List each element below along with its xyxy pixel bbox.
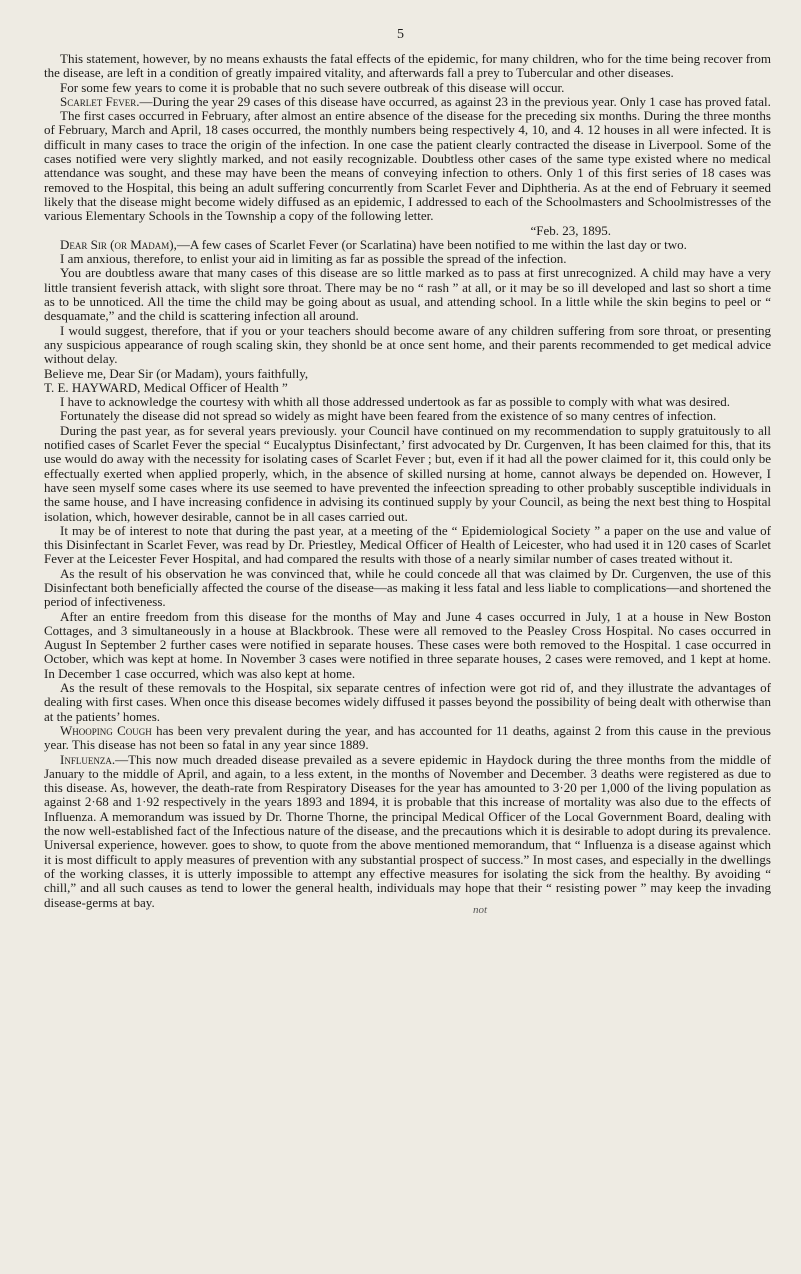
paragraph-not-spread: Fortunately the disease did not spread so widely as might have been feared from the existence of so many centres of infection. bbox=[60, 408, 717, 424]
paragraph-epidemic-effects: This statement, however, by no means exhausts the fatal effects of the epidemic, for many children, who for the time being recover from the disease, are left in a condition of greatly impaired vitality, and afterwards fall a prey to Tubercular and other diseases. bbox=[44, 51, 771, 81]
scarlet-fever-heading: Scarlet Fever. bbox=[60, 93, 140, 109]
paragraph-observation-result: As the result of his observation he was convinced that, while he could concede all that was claimed by Dr. Curgenven, the use of this Disinfectant both beneficially affected the course of the disease—as making it less fatal and less liable to complications—and shortened the period of infectiveness. bbox=[44, 565, 771, 610]
paragraph-scarlet-fever-intro bbox=[44, 95, 771, 109]
whooping-cough-text: has been very prevalent during the year, and has accounted for 11 deaths, against 2 from this cause in the previous year. This disease has not been so fatal in any year since 1889. bbox=[44, 722, 771, 753]
letter-opening bbox=[44, 238, 771, 252]
paragraph-future-outbreak: For some few years to come it is probable that no such severe outbreak of this disease will occur. bbox=[60, 79, 565, 95]
paragraph-epidemiological-society: It may be of interest to note that during the past year, at a meeting of the “ Epidemiological Society ” a paper on the use and value of this Disinfectant in Scarlet Fever, was read by Dr. Priestley, Medical Officer of Health of Leicester, who had used it in 120 cases of Scarlet Fever at the Leicester Fever Hospital, and had compared the results with those of a nearly similar number of cases treated without it. bbox=[44, 522, 771, 567]
influenza-text: —This now much dreaded disease prevailed as a severe epidemic in Haydock during the three months from the middle of January to the middle of April, and again, to a less extent, in the months of November and December. 3 deaths were registered as due to this disease. As, however, the death-rate from Respiratory Diseases for the year has amounted to 3·20 per 1,000 of the living population as against 2·68 and 1·92 respectively in the years 1893 and 1894, it is probable that this increase of mortality was also due to the effects of Influenza. A memorandum was issued by Dr. Thorne Thorne, the principal Medical Officer of the Local Government Board, dealing with the now well-established fact of the Infectious nature of the disease, and the precautions which it is desirable to adopt during its prevalence. Universal experience, however. goes to show, to quote from the above mentioned memorandum, that “ Influenza is a disease against which it is most difficult to apply measures of prevention with any substantial prospect of success.” In most cases, and especially in the dwellings of the working classes, it is utterly impossible to attempt any effective measures for isolating the sick from the healthy. By avoiding “ chill,” and all such causes as tend to lower the general health, individuals may hope that their “ resisting power ” may keep the invading disease-germs at bay. bbox=[44, 751, 771, 910]
letter-paragraph: I would suggest, therefore, that if you or your teachers should become aware of any children suffering from sore throat, or presenting any suspicious appearance of rough scaling skin, they shonld be at once sent home, and their parents recommended to get medical advice without delay. bbox=[44, 322, 771, 367]
letter-block bbox=[44, 224, 771, 396]
paragraph-whooping-cough bbox=[44, 724, 771, 753]
letter-paragraph: I am anxious, therefore, to enlist your aid in limiting as far as possible the spread of the infection. bbox=[60, 251, 567, 267]
letter-signature: T. E. HAYWARD, Medical Officer of Health ” bbox=[44, 379, 288, 395]
influenza-heading: Influenza. bbox=[60, 751, 116, 767]
handwritten-annotation: not bbox=[473, 904, 488, 916]
paragraph-scarlet-fever-cases: The first cases occurred in February, after almost an entire absence of the disease for the preceding six months. During the three months of February, March and April, 18 cases occurred, the monthly numbers being respectively 4, 10, and 4. 12 houses in all were infected. It is difficult in many cases to trace the origin of the infection. In one case the patient clearly contracted the disease in Liverpool. Some of the cases notified were very slightly marked, and not easily recognizable. Doubtless other cases of the same type existed where no medical attendance was sought, and these may have been the means of conveying infection to others. Only 1 of this first series of 18 cases was removed to the Hospital, this being an adult suffering concurrently from Scarlet Fever and Diphtheria. As at the end of February it seemed likely that the disease might become widely diffused as an epidemic, I addressed to each of the Schoolmasters and Schoolmistresses of the various Elementary Schools in the Township a copy of the following letter. bbox=[44, 108, 771, 224]
letter-date: “Feb. 23, 1895. bbox=[530, 222, 611, 238]
letter-paragraph: You are doubtless aware that many cases of this disease are so little marked as to pass at first unrecognized. A child may have a very little transient feverish attack, with slight sore throat. There may be no “ rash ” at all, or it may be so ill developed and last so short a time as to be unnoticed. All the time the child may be going about as usual, and attending school. In a little while the skin begins to peel or “ desquamate,” and the child is scattering infection all around. bbox=[44, 265, 771, 324]
letter-salutation: Dear Sir (or Madam), bbox=[60, 236, 177, 252]
paragraph-acknowledgement: I have to acknowledge the courtesy with whith all those addressed undertook as far as possible to comply with what was desired. bbox=[60, 394, 731, 410]
page-number: 5 bbox=[397, 27, 404, 42]
letter-closing: Believe me, Dear Sir (or Madam), yours faithfully, bbox=[44, 365, 309, 381]
whooping-cough-heading: Whooping Cough bbox=[60, 722, 152, 738]
scarlet-fever-text: —During the year 29 cases of this disease have occurred, as against 23 in the previous year. Only 1 case has proved fatal. bbox=[139, 93, 771, 109]
paragraph-disinfectant: During the past year, as for several years previously. your Council have continued on my recommendation to supply gratuitously to all notified cases of Scarlet Fever the special “ Eucalyptus Disinfectant,’ first advocated by Dr. Curgenven, It has been claimed for this, that its use would do away with the necessity for isolating cases of Scarlet Fever ; but, even if it had all the power claimed for it, this could only be effectually exerted when applied properly, which, in the absence of skilled nursing at home, cannot always be depended on. However, I have seen myself some cases where its use seemed to have prevented the infeection spreading to other probably susceptible individuals in the same house, and I have increasing confidence in advising its continued supply by your Council, as being the next best thing to Hospital isolation, which, however desirable, cannot be in all cases carried out. bbox=[44, 422, 771, 524]
paragraph-influenza bbox=[44, 753, 771, 910]
paragraph-later-cases: After an entire freedom from this disease for the months of May and June 4 cases occurred in July, 1 at a house in New Boston Cottages, and 3 simultaneously in a house at Blackbrook. These were all removed to the Peasley Cross Hospital. No cases occurred in August In September 2 further cases were notified in separate houses. These cases were both removed to the Hospital. 1 case occurred in October, which was kept at home. In November 3 cases were notified in three separate houses, 2 cases were removed, and 1 kept at home. In December 1 case occurred, which was also kept at home. bbox=[44, 608, 771, 681]
paragraph-hospital-removals: As the result of these removals to the Hospital, six separate centres of infection were got rid of, and they illustrate the advantages of dealing with first cases. When once this disease becomes widely diffused it passes beyond the possibility of being dealt with otherwise than at the patients’ homes. bbox=[44, 680, 771, 724]
letter-opening-text: —A few cases of Scarlet Fever (or Scarlatina) have been notified to me within the last day or two. bbox=[176, 236, 687, 252]
